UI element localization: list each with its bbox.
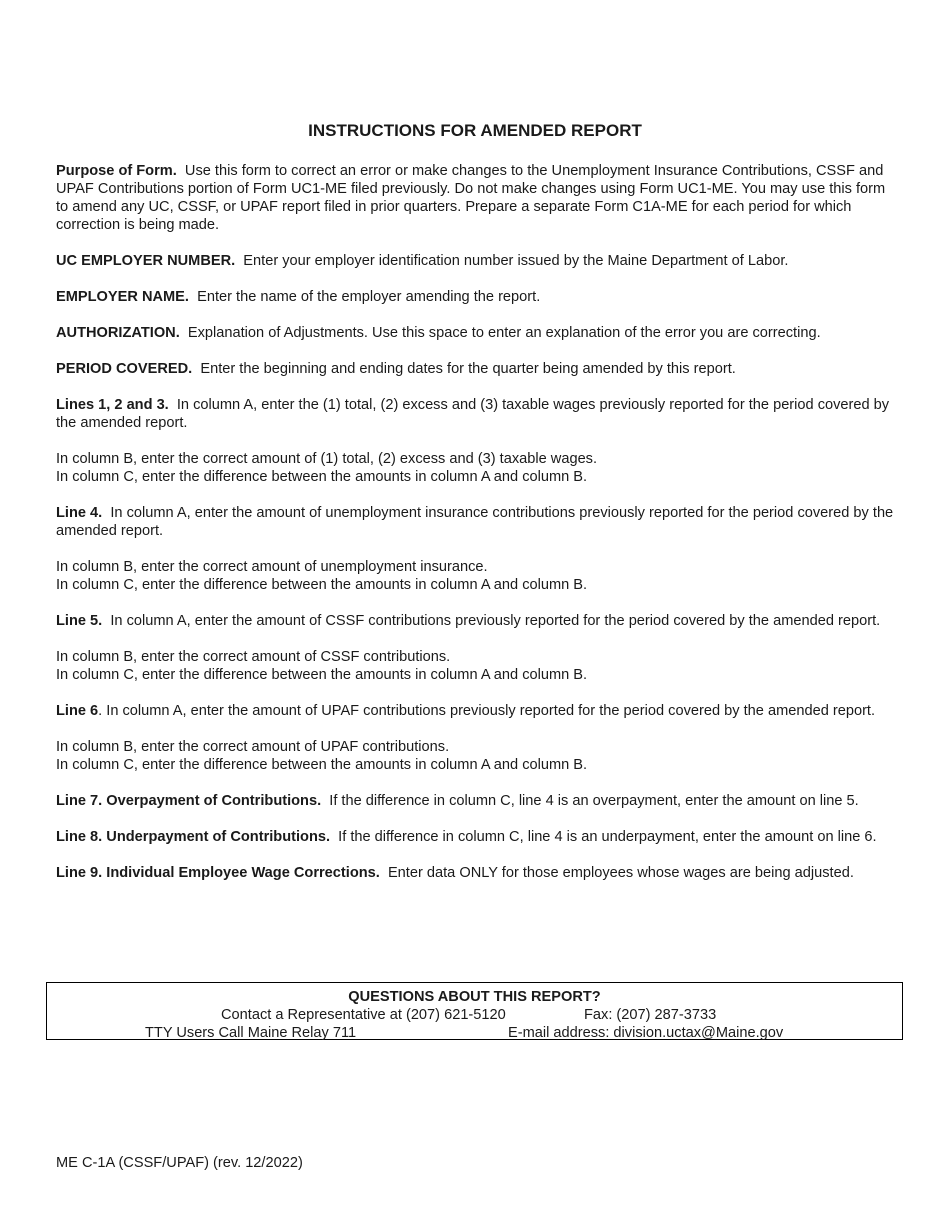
column-c-text: In column C, enter the difference between the amounts in column A and column B.: [56, 757, 588, 773]
section-employer-name: [56, 288, 901, 306]
section-line-6-columns: [56, 738, 901, 774]
section-text: Enter data ONLY for those employees whose wages are being adjusted.: [387, 865, 854, 881]
section-heading: Line 6: [56, 703, 99, 719]
section-line-6: [56, 702, 901, 720]
section-uc-employer-number: [56, 252, 901, 270]
section-text: If the difference in column C, line 4 is an underpayment, enter the amount on line 6.: [338, 829, 877, 845]
section-period-covered: [56, 360, 901, 378]
section-purpose: [56, 162, 901, 234]
section-heading: Line 4.: [56, 505, 103, 521]
form-id-footer: ME C-1A (CSSF/UPAF) (rev. 12/2022): [56, 1155, 303, 1171]
column-b-text: In column B, enter the correct amount of unemployment insurance.: [56, 559, 488, 575]
section-line-4: [56, 504, 901, 540]
section-line-4-columns: [56, 558, 901, 594]
representative-phone: Contact a Representative at (207) 621-5120: [221, 1007, 506, 1023]
fax-number: Fax: (207) 287-3733: [584, 1007, 717, 1023]
section-text: Explanation of Adjustments. Use this space to enter an explanation of the error you are correcting.: [187, 325, 821, 341]
section-heading: Lines 1, 2 and 3.: [56, 397, 169, 413]
section-line-5-columns: [56, 648, 901, 684]
column-c-text: In column C, enter the difference between the amounts in column A and column B.: [56, 577, 588, 593]
contact-title: QUESTIONS ABOUT THIS REPORT?: [348, 989, 601, 1005]
section-text: If the difference in column C, line 4 is an overpayment, enter the amount on line 5.: [329, 793, 859, 809]
section-heading: Line 7. Overpayment of Contributions.: [56, 793, 322, 809]
section-text: In column A, enter the amount of unemployment insurance contributions previously reported for the period covered by the amended report.: [56, 505, 894, 539]
section-text: Enter the beginning and ending dates for the quarter being amended by this report.: [200, 361, 736, 377]
section-line-8: [56, 828, 901, 846]
section-text: In column A, enter the (1) total, (2) excess and (3) taxable wages previously reported for the period covered by the amended report.: [56, 397, 890, 431]
column-c-text: In column C, enter the difference between the amounts in column A and column B.: [56, 667, 588, 683]
section-heading: Purpose of Form.: [56, 163, 177, 179]
section-text: Enter the name of the employer amending the report.: [197, 289, 541, 305]
section-text: Enter your employer identification number issued by the Maine Department of Labor.: [243, 253, 789, 269]
section-text: . In column A, enter the amount of UPAF contributions previously reported for the period covered by the amended report.: [98, 703, 876, 719]
section-authorization: [56, 324, 901, 342]
section-line-7: [56, 792, 901, 810]
tty-relay: TTY Users Call Maine Relay 711: [145, 1025, 357, 1041]
section-text: In column A, enter the amount of CSSF contributions previously reported for the period covered by the amended report.: [110, 613, 881, 629]
column-b-text: In column B, enter the correct amount of UPAF contributions.: [56, 739, 450, 755]
contact-box: [46, 982, 903, 1040]
section-text: Use this form to correct an error or make changes to the Unemployment Insurance Contributions, CSSF and UPAF Contributions portion of Form UC1-ME filed previously. Do not make changes using Form UC1-ME. You may use this form to amend any UC, CSSF, or UPAF report filed in prior quarters. Prepare a separate Form C1A-ME for each period for which correction is being made.: [56, 163, 886, 233]
column-b-text: In column B, enter the correct amount of (1) total, (2) excess and (3) taxable wages.: [56, 451, 598, 467]
section-line-9: [56, 864, 901, 882]
email-address: E-mail address: division.uctax@Maine.gov: [508, 1025, 784, 1041]
section-line-5: [56, 612, 901, 630]
section-heading: UC EMPLOYER NUMBER.: [56, 253, 236, 269]
section-heading: Line 8. Underpayment of Contributions.: [56, 829, 331, 845]
column-b-text: In column B, enter the correct amount of CSSF contributions.: [56, 649, 451, 665]
section-heading: Line 9. Individual Employee Wage Corrections.: [56, 865, 380, 881]
page-title: INSTRUCTIONS FOR AMENDED REPORT: [308, 121, 642, 140]
column-c-text: In column C, enter the difference between the amounts in column A and column B.: [56, 469, 588, 485]
section-lines-1-3: [56, 396, 901, 432]
section-heading: PERIOD COVERED.: [56, 361, 193, 377]
section-heading: AUTHORIZATION.: [56, 325, 180, 341]
instructions-body: [56, 162, 901, 900]
section-lines-1-3-columns: [56, 450, 901, 486]
section-heading: EMPLOYER NAME.: [56, 289, 189, 305]
section-heading: Line 5.: [56, 613, 103, 629]
